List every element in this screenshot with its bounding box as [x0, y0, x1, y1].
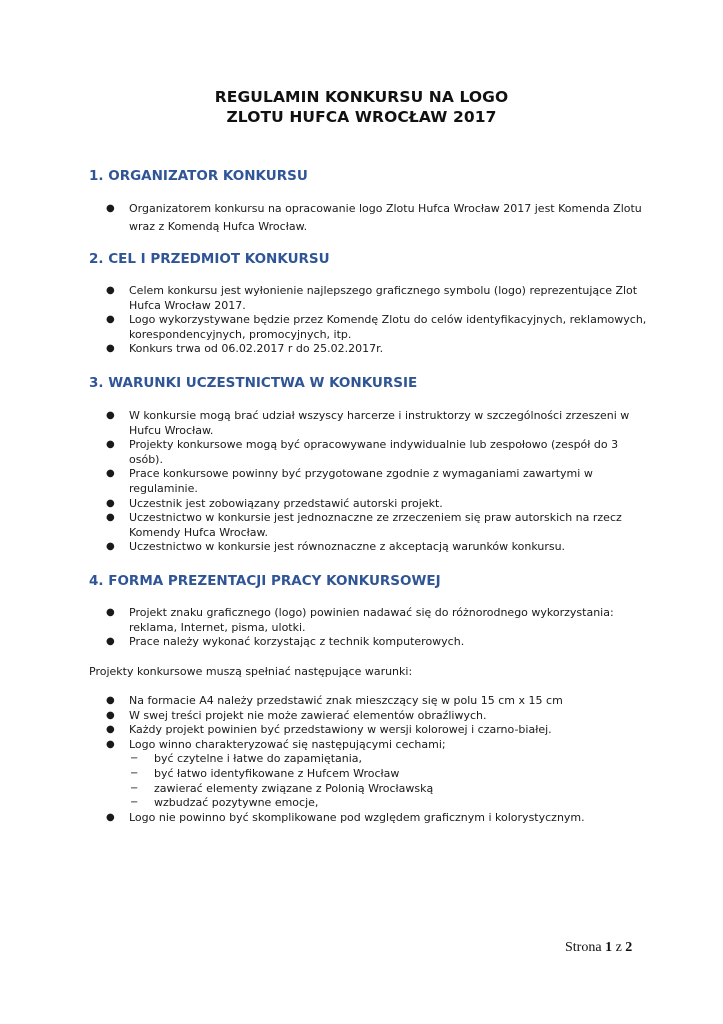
page-footer: [565, 940, 632, 956]
bullet-icon: ●: [106, 439, 115, 451]
dash-icon: −: [130, 797, 139, 809]
dash-icon: −: [130, 782, 139, 794]
bullet-icon: ●: [106, 724, 115, 736]
bullet-icon: ●: [106, 314, 115, 326]
conditions-intro: Projekty konkursowe muszą spełniać następujące warunki:: [89, 665, 413, 678]
bullet-icon: ●: [106, 203, 115, 214]
dash-icon: −: [130, 753, 139, 765]
list-item: ● Na formacie A4 należy przedstawić znak mieszczący się w polu 15 cm x 15 cm: [106, 694, 563, 707]
page-total: 2: [625, 940, 633, 955]
section-heading-presentation: 4. FORMA PREZENTACJI PRACY KONKURSOWEJ: [89, 573, 441, 589]
list-item: ● Prace konkursowe powinny być przygotowane zgodnie z wymaganiami zawartymi w regulaminie.: [106, 467, 593, 495]
dash-icon: −: [130, 767, 139, 779]
list-item: ● Logo winno charakteryzować się następującymi cechami;: [106, 737, 446, 751]
list-item: ● W konkursie mogą brać udział wszyscy harcerze i instruktorzy w szczególności zrzeszeni w Hufcu Wrocław.: [106, 409, 630, 437]
page-current: 1: [605, 940, 613, 955]
bullet-icon: ●: [106, 410, 115, 421]
section-list-organizer: [106, 200, 651, 236]
list-item: ● Prace należy wykonać korzystając z technik komputerowych.: [106, 635, 465, 649]
section-heading-goal: 2. CEL I PRZEDMIOT KONKURSU: [89, 251, 330, 267]
document-title-line1: REGULAMIN KONKURSU NA LOGO: [214, 88, 509, 106]
page-of: z: [615, 940, 622, 955]
bullet-icon: ●: [106, 811, 115, 823]
bullet-icon: ●: [106, 607, 115, 618]
conditions-list: [106, 694, 651, 825]
list-item: ● Celem konkursu jest wyłonienie najlepszego graficznego symbolu (logo) reprezentujące Zlot Hufca Wrocław 2017.: [106, 284, 638, 312]
sub-list-item: − być łatwo identyfikowane z Hufcem Wrocław: [130, 766, 400, 780]
bullet-icon: ●: [106, 636, 115, 648]
bullet-icon: ●: [106, 512, 115, 524]
list-item: ● Organizatorem konkursu na opracowanie logo Zlotu Hufca Wrocław 2017 jest Komenda Zlotu wraz z Komendą Hufca Wrocław.: [106, 202, 642, 233]
list-item: ● Konkurs trwa od 06.02.2017 r do 25.02.2017r.: [106, 342, 384, 356]
list-item: ● Każdy projekt powinien być przedstawiony w wersji kolorowej i czarno-białej.: [106, 723, 552, 737]
sub-list-item: − wzbudzać pozytywne emocje,: [130, 796, 319, 810]
list-item: ● Logo nie powinno być skomplikowane pod względem graficznym i kolorystycznym.: [106, 810, 585, 824]
list-item: ● W swej treści projekt nie może zawierać elementów obraźliwych.: [106, 708, 487, 722]
section-heading-conditions: 3. WARUNKI UCZESTNICTWA W KONKURSIE: [89, 375, 418, 391]
section-list-presentation: [106, 606, 651, 650]
bullet-icon: ●: [106, 709, 115, 721]
list-item: ● Uczestnik jest zobowiązany przedstawić autorski projekt.: [106, 496, 443, 510]
bullet-icon: ●: [106, 695, 115, 706]
list-item: ● Projekty konkursowe mogą być opracowywane indywidualnie lub zespołowo (zespół do 3 osób).: [106, 438, 619, 466]
bullet-icon: ●: [106, 468, 115, 480]
list-item: ● Projekt znaku graficznego (logo) powinien nadawać się do różnorodnego wykorzystania: reklama, Internet, pisma, ulotki.: [106, 606, 614, 634]
bullet-icon: ●: [106, 343, 115, 355]
bullet-icon: ●: [106, 541, 115, 553]
section-list-conditions: [106, 409, 651, 555]
bullet-icon: ●: [106, 285, 115, 296]
list-item: ● Uczestnictwo w konkursie jest jednoznaczne ze zrzeczeniem się praw autorskich na rzecz Komendy Hufca Wrocław.: [106, 511, 622, 539]
document-title-line2: ZLOTU HUFCA WROCŁAW 2017: [226, 108, 497, 126]
section-heading-organizer: 1. ORGANIZATOR KONKURSU: [89, 168, 308, 184]
section-list-goal: [106, 284, 651, 357]
list-item: ● Uczestnictwo w konkursie jest równoznaczne z akceptacją warunków konkursu.: [106, 540, 566, 554]
bullet-icon: ●: [106, 738, 115, 750]
bullet-icon: ●: [106, 497, 115, 509]
list-item: ● Logo wykorzystywane będzie przez Komendę Zlotu do celów identyfikacyjnych, reklamowych, korespondencyjnych, promocyjnych, itp.: [106, 313, 647, 341]
sub-list-item: − być czytelne i łatwe do zapamiętania,: [130, 752, 363, 766]
sub-list-item: − zawierać elementy związane z Polonią Wrocławską: [130, 781, 434, 795]
page-label: Strona: [565, 940, 602, 955]
